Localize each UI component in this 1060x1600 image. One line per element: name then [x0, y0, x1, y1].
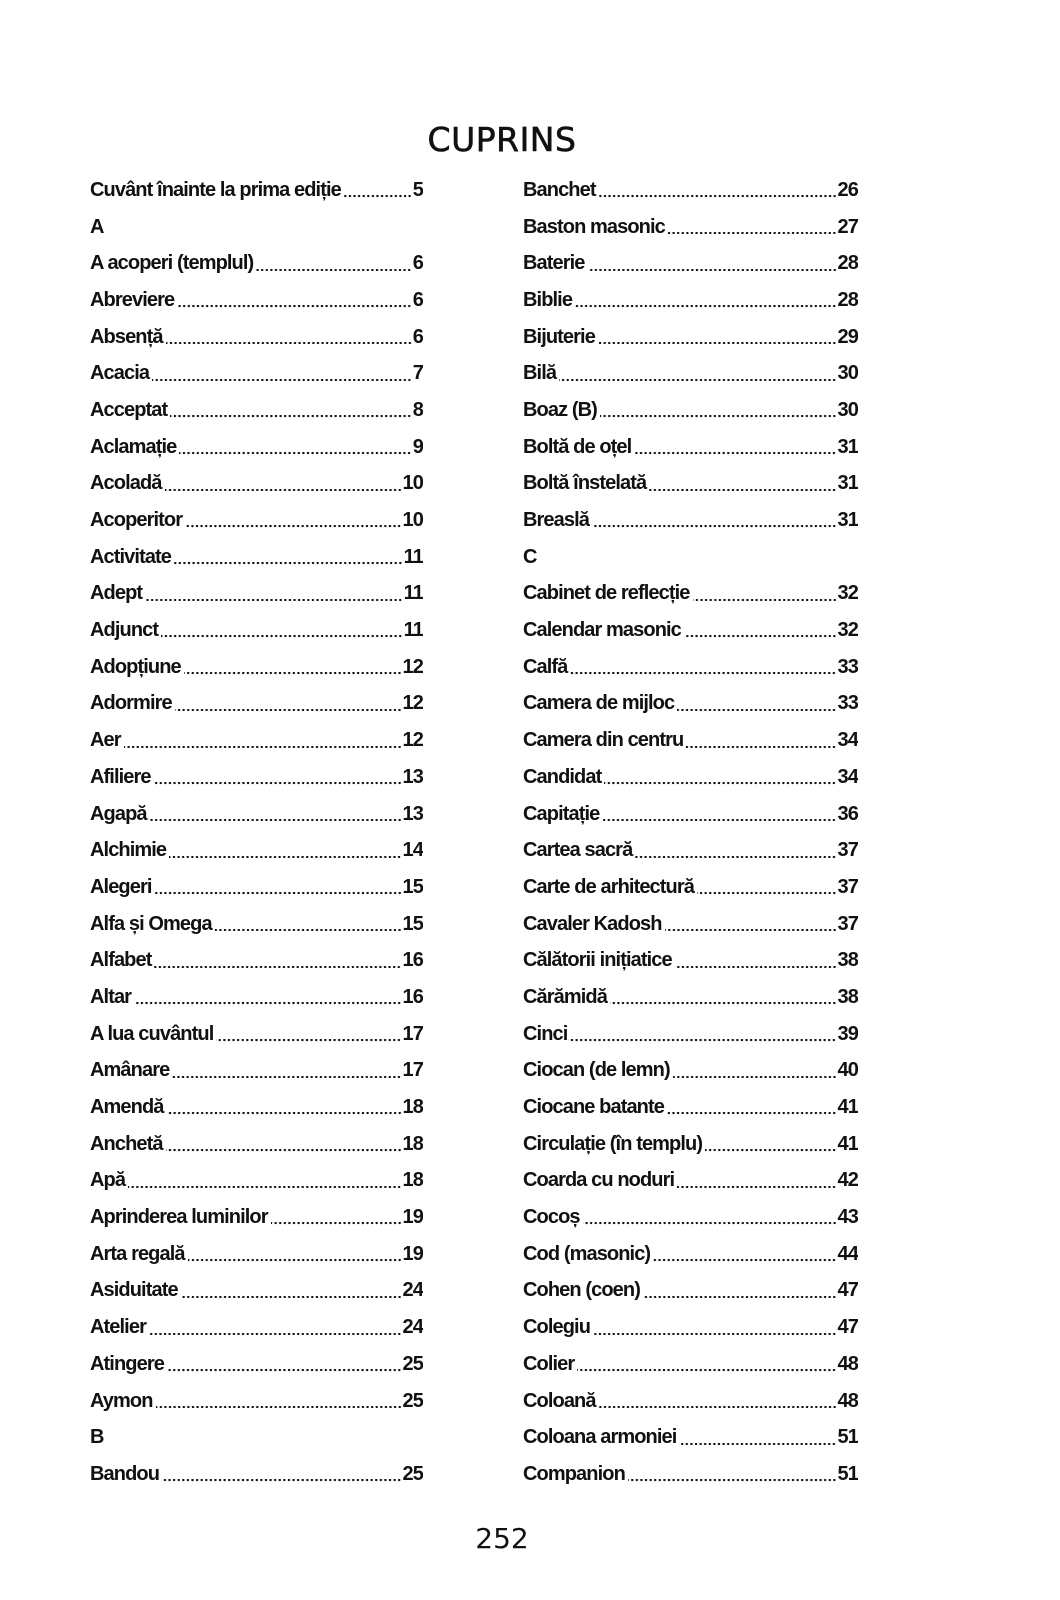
toc-entry-title: Bandou	[90, 1462, 160, 1485]
toc-entry-title: Boaz (B)	[523, 398, 597, 421]
toc-entry-page: 8	[412, 398, 423, 421]
toc-entry[interactable]	[523, 759, 858, 796]
toc-entry[interactable]	[523, 796, 858, 833]
toc-entry[interactable]	[90, 539, 423, 576]
dot-leader	[161, 612, 403, 649]
toc-entry-title: Adopțiune	[90, 655, 181, 678]
toc-entry-title: Acoladă	[90, 472, 162, 495]
toc-entry-page: 13	[402, 802, 423, 825]
dot-leader	[697, 869, 837, 906]
toc-section-letter	[90, 209, 423, 246]
dot-leader	[705, 1126, 836, 1163]
dot-leader	[156, 1383, 402, 1420]
dot-leader	[643, 1273, 837, 1310]
toc-entry-title: Cavaler Kadosh	[523, 912, 662, 935]
dot-leader	[166, 319, 412, 356]
dot-leader	[677, 686, 836, 723]
toc-entry-page: 37	[837, 912, 858, 935]
toc-entry-title: Boltă înstelată	[523, 472, 647, 495]
toc-entry[interactable]	[90, 1236, 423, 1273]
toc-entry[interactable]	[90, 429, 423, 466]
dot-leader	[149, 1309, 402, 1346]
toc-entry[interactable]	[90, 576, 423, 613]
dot-leader	[610, 979, 837, 1016]
toc-entry[interactable]	[523, 1126, 858, 1163]
toc-entry-page: 10	[402, 509, 423, 532]
toc-entry[interactable]	[523, 979, 858, 1016]
toc-entry-page: 6	[412, 252, 423, 275]
toc-entry[interactable]	[523, 392, 858, 429]
toc-entry-page: 25	[402, 1462, 423, 1485]
dot-leader	[184, 649, 402, 686]
toc-entry-page: 38	[837, 985, 858, 1008]
toc-entry-page: 12	[402, 692, 423, 715]
toc-entry-page: 11	[403, 582, 423, 605]
toc-entry[interactable]	[90, 796, 423, 833]
toc-entry-title: Biblie	[523, 288, 573, 311]
toc-entry-page: 41	[837, 1132, 858, 1155]
dot-leader	[128, 1163, 401, 1200]
toc-entry-page: 36	[837, 802, 858, 825]
toc-entry-page: 37	[837, 875, 858, 898]
dot-leader	[181, 1273, 402, 1310]
toc-entry-page: 39	[837, 1022, 858, 1045]
toc-entry[interactable]	[90, 172, 423, 209]
toc-entry-page: 15	[402, 875, 423, 898]
toc-entry-title: Colegiu	[523, 1316, 591, 1339]
toc-entry-title: Baston masonic	[523, 215, 665, 238]
toc-entry-page: 25	[402, 1352, 423, 1375]
toc-entry-page: 31	[837, 509, 858, 532]
toc-entry-title: Aymon	[90, 1389, 153, 1412]
toc-entry-page: 6	[412, 288, 423, 311]
toc-entry[interactable]	[523, 282, 858, 319]
toc-entry-title: A acoperi (templul)	[90, 252, 254, 275]
toc-entry-page: 33	[837, 692, 858, 715]
toc-entry-title: Circulație (în templu)	[523, 1132, 703, 1155]
section-letter-label: A	[90, 215, 104, 238]
toc-entry-page: 28	[837, 252, 858, 275]
toc-entry-page: 17	[402, 1059, 423, 1082]
dot-leader	[583, 1199, 837, 1236]
dot-leader	[677, 1163, 836, 1200]
toc-entry[interactable]	[90, 832, 423, 869]
toc-entry-title: Acacia	[90, 362, 150, 385]
toc-entry-title: Cabinet de reflecție	[523, 582, 690, 605]
toc-entry[interactable]	[90, 1309, 423, 1346]
toc-entry-page: 27	[837, 215, 858, 238]
toc-entry-page: 18	[402, 1169, 423, 1192]
toc-entry[interactable]	[523, 466, 858, 503]
toc-entry[interactable]	[90, 979, 423, 1016]
toc-entry-title: Alchimie	[90, 839, 167, 862]
toc-entry-page: 12	[402, 729, 423, 752]
toc-entry-title: Candidat	[523, 765, 602, 788]
dot-leader	[154, 942, 401, 979]
toc-entry[interactable]	[90, 466, 423, 503]
dot-leader	[570, 1016, 836, 1053]
dot-leader	[167, 1346, 402, 1383]
toc-entry-page: 11	[403, 619, 423, 642]
toc-entry-page: 19	[402, 1206, 423, 1229]
toc-entry-title: Colier	[523, 1352, 575, 1375]
toc-entry-page: 51	[837, 1462, 858, 1485]
toc-entry[interactable]	[523, 832, 858, 869]
dot-leader	[185, 502, 401, 539]
toc-entry-title: A lua cuvântul	[90, 1022, 214, 1045]
toc-entry-page: 12	[402, 655, 423, 678]
toc-entry[interactable]	[523, 502, 858, 539]
toc-entry-title: Bijuterie	[523, 325, 595, 348]
toc-entry-title: Coloana armoniei	[523, 1426, 677, 1449]
toc-entry-title: Apă	[90, 1169, 126, 1192]
toc-entry-page: 18	[402, 1096, 423, 1119]
toc-entry-page: 42	[837, 1169, 858, 1192]
toc-entry-page: 16	[402, 949, 423, 972]
toc-entry-page: 34	[837, 765, 858, 788]
toc-entry-page: 24	[402, 1279, 423, 1302]
toc-entry[interactable]	[523, 429, 858, 466]
toc-entry[interactable]	[90, 1053, 423, 1090]
dot-leader	[599, 1383, 837, 1420]
toc-entry-page: 26	[837, 178, 858, 201]
dot-leader	[604, 759, 836, 796]
toc-entry-page: 7	[412, 362, 423, 385]
toc-entry-title: Absență	[90, 325, 163, 348]
toc-entry[interactable]	[90, 1089, 423, 1126]
dot-leader	[635, 832, 836, 869]
toc-entry-title: Boltă de oțel	[523, 435, 632, 458]
toc-entry[interactable]	[90, 1126, 423, 1163]
toc-entry[interactable]	[90, 1163, 423, 1200]
toc-entry-page: 9	[412, 435, 423, 458]
toc-entry-title: Adjunct	[90, 619, 159, 642]
toc-entry[interactable]	[523, 649, 858, 686]
toc-entry[interactable]	[90, 869, 423, 906]
toc-entry-title: Cuvânt înainte la prima ediție	[90, 178, 341, 201]
toc-entry-page: 28	[837, 288, 858, 311]
toc-entry-title: Companion	[523, 1462, 625, 1485]
toc-entry-title: Arta regală	[90, 1242, 185, 1265]
dot-leader	[668, 209, 837, 246]
toc-entry-title: Amendă	[90, 1096, 164, 1119]
toc-entry-title: Atelier	[90, 1316, 146, 1339]
toc-entry[interactable]	[90, 1199, 423, 1236]
toc-entry-page: 43	[837, 1206, 858, 1229]
toc-entry[interactable]	[90, 319, 423, 356]
toc-entry-page: 16	[402, 985, 423, 1008]
toc-entry-title: Călătorii inițiatice	[523, 949, 672, 972]
toc-entry[interactable]	[90, 942, 423, 979]
toc-entry[interactable]	[90, 1273, 423, 1310]
toc-entry-page: 34	[837, 729, 858, 752]
dot-leader	[124, 722, 402, 759]
toc-entry-title: Alfabet	[90, 949, 152, 972]
toc-entry[interactable]	[523, 612, 858, 649]
toc-entry[interactable]	[523, 172, 858, 209]
dot-leader	[175, 686, 402, 723]
toc-entry[interactable]	[523, 869, 858, 906]
toc-entry-title: Anchetă	[90, 1132, 163, 1155]
toc-entry-title: Cod (masonic)	[523, 1242, 651, 1265]
dot-leader	[570, 649, 836, 686]
toc-entry[interactable]	[90, 649, 423, 686]
toc-entry-page: 25	[402, 1389, 423, 1412]
dot-leader	[172, 1053, 401, 1090]
toc-entry-page: 6	[412, 325, 423, 348]
toc-entry-title: Banchet	[523, 178, 596, 201]
dot-leader	[602, 796, 836, 833]
toc-entry-title: Aer	[90, 729, 121, 752]
toc-entry-title: Afiliere	[90, 765, 151, 788]
toc-entry[interactable]	[523, 209, 858, 246]
toc-entry[interactable]	[523, 355, 858, 392]
dot-leader	[165, 466, 402, 503]
toc-entry[interactable]	[523, 1456, 858, 1493]
toc-entry[interactable]	[523, 1089, 858, 1126]
toc-entry-title: Baterie	[523, 252, 585, 275]
toc-entry[interactable]	[90, 722, 423, 759]
toc-entry-page: 17	[402, 1022, 423, 1045]
toc-entry[interactable]	[90, 1346, 423, 1383]
toc-entry-page: 30	[837, 398, 858, 421]
dot-leader	[628, 1456, 837, 1493]
page-title: CUPRINS	[427, 120, 577, 160]
toc-entry-title: Adormire	[90, 692, 172, 715]
dot-leader	[179, 429, 411, 466]
dot-leader	[188, 1236, 402, 1273]
toc-entry-title: Alegeri	[90, 875, 152, 898]
dot-leader	[588, 245, 837, 282]
toc-entry-page: 13	[402, 765, 423, 788]
dot-leader	[634, 429, 836, 466]
section-letter-label: C	[523, 545, 537, 568]
toc-entry-page: 32	[837, 582, 858, 605]
toc-entry-title: Abreviere	[90, 288, 175, 311]
dot-leader	[152, 355, 412, 392]
toc-entry-title: Calendar masonic	[523, 619, 681, 642]
toc-entry-page: 31	[837, 435, 858, 458]
dot-leader	[693, 576, 837, 613]
toc-entry-title: Carte de arhitectură	[523, 875, 694, 898]
toc-entry-title: Breaslă	[523, 509, 589, 532]
toc-entry-page: 15	[402, 912, 423, 935]
toc-entry-title: Atingere	[90, 1352, 164, 1375]
toc-entry-page: 44	[837, 1242, 858, 1265]
toc-entry[interactable]	[90, 502, 423, 539]
toc-entry-title: Coarda cu noduri	[523, 1169, 675, 1192]
toc-entry-page: 47	[837, 1316, 858, 1339]
toc-entry-page: 51	[837, 1426, 858, 1449]
toc-entry-page: 33	[837, 655, 858, 678]
toc-entry-page: 18	[402, 1132, 423, 1155]
dot-leader	[167, 1089, 402, 1126]
dot-leader	[575, 282, 836, 319]
toc-entry-page: 14	[402, 839, 423, 862]
toc-entry-title: Acceptat	[90, 398, 168, 421]
toc-entry-page: 32	[837, 619, 858, 642]
toc-entry-title: Amânare	[90, 1059, 170, 1082]
dot-leader	[169, 832, 401, 869]
dot-leader	[577, 1346, 836, 1383]
dot-leader	[174, 539, 403, 576]
toc-entry-title: Aprinderea luminilor	[90, 1206, 268, 1229]
toc-entry-page: 48	[837, 1352, 858, 1375]
dot-leader	[649, 466, 836, 503]
toc-entry-title: Asiduitate	[90, 1279, 178, 1302]
toc-entry-title: Capitație	[523, 802, 600, 825]
toc-entry-page: 48	[837, 1389, 858, 1412]
toc-entry[interactable]	[523, 942, 858, 979]
toc-entry-page: 47	[837, 1279, 858, 1302]
toc-entry[interactable]	[523, 686, 858, 723]
toc-entry-title: Activitate	[90, 545, 172, 568]
toc-entry[interactable]	[523, 1199, 858, 1236]
dot-leader	[684, 612, 837, 649]
toc-entry[interactable]	[90, 282, 423, 319]
dot-leader	[665, 906, 837, 943]
toc-entry[interactable]	[90, 612, 423, 649]
toc-entry[interactable]	[90, 392, 423, 429]
toc-entry[interactable]	[523, 576, 858, 613]
toc-entry-title: Coloană	[523, 1389, 596, 1412]
toc-entry-page: 24	[402, 1316, 423, 1339]
toc-entry-page: 31	[837, 472, 858, 495]
toc-entry-title: Cărămidă	[523, 985, 607, 1008]
toc-entry[interactable]	[90, 1456, 423, 1493]
toc-entry-title: Agapă	[90, 802, 147, 825]
toc-entry[interactable]	[523, 906, 858, 943]
toc-entry[interactable]	[523, 1016, 858, 1053]
toc-entry-title: Ciocane batante	[523, 1096, 664, 1119]
toc-entry-title: Camera de mijloc	[523, 692, 675, 715]
toc-section-letter	[523, 539, 858, 576]
dot-leader	[215, 906, 402, 943]
toc-entry-page: 5	[412, 178, 423, 201]
toc-entry-page: 30	[837, 362, 858, 385]
dot-leader	[134, 979, 401, 1016]
dot-leader	[162, 1456, 402, 1493]
dot-leader	[271, 1199, 402, 1236]
toc-entry[interactable]	[523, 1309, 858, 1346]
toc-entry-title: Cocoș	[523, 1206, 580, 1229]
toc-section-letter	[90, 1419, 423, 1456]
toc-entry[interactable]	[523, 1346, 858, 1383]
dot-leader	[155, 869, 402, 906]
toc-entry-title: Aclamație	[90, 435, 177, 458]
toc-entry[interactable]	[90, 906, 423, 943]
toc-entry-page: 38	[837, 949, 858, 972]
dot-leader	[600, 392, 837, 429]
section-letter-label: B	[90, 1426, 104, 1449]
toc-entry-title: Cartea sacră	[523, 839, 633, 862]
dot-leader	[667, 1089, 837, 1126]
toc-entry-title: Cohen (coen)	[523, 1279, 640, 1302]
dot-leader	[673, 1053, 837, 1090]
toc-entry-title: Bilă	[523, 362, 557, 385]
toc-entry[interactable]	[90, 245, 423, 282]
toc-column-right	[523, 172, 858, 1493]
dot-leader	[593, 1309, 837, 1346]
dot-leader	[177, 282, 412, 319]
toc-entry-page: 19	[402, 1242, 423, 1265]
dot-leader	[344, 172, 412, 209]
toc-entry[interactable]	[523, 319, 858, 356]
toc-entry[interactable]	[523, 1163, 858, 1200]
dot-leader	[170, 392, 411, 429]
dot-leader	[592, 502, 837, 539]
toc-entry[interactable]	[523, 1383, 858, 1420]
toc-entry-page: 11	[403, 545, 423, 568]
toc-entry[interactable]	[523, 1236, 858, 1273]
toc-entry[interactable]	[90, 1383, 423, 1420]
dot-leader	[675, 942, 837, 979]
toc-entry-page: 37	[837, 839, 858, 862]
toc-entry-page: 40	[837, 1059, 858, 1082]
toc-entry-title: Alfa și Omega	[90, 912, 212, 935]
dot-leader	[166, 1126, 402, 1163]
dot-leader	[154, 759, 402, 796]
toc-entry-title: Altar	[90, 985, 132, 1008]
dot-leader	[653, 1236, 836, 1273]
toc-entry-title: Adept	[90, 582, 143, 605]
dot-leader	[559, 355, 836, 392]
toc-entry[interactable]	[90, 1016, 423, 1053]
toc-entry[interactable]	[90, 355, 423, 392]
dot-leader	[679, 1419, 836, 1456]
dot-leader	[216, 1016, 401, 1053]
toc-column-left	[90, 172, 423, 1493]
toc-entry[interactable]	[523, 1273, 858, 1310]
dot-leader	[598, 319, 837, 356]
toc-entry-title: Cinci	[523, 1022, 568, 1045]
toc-entry-title: Calfă	[523, 655, 568, 678]
toc-entry-title: Acoperitor	[90, 509, 183, 532]
toc-entry[interactable]	[523, 1419, 858, 1456]
page-number: 252	[475, 1522, 529, 1555]
toc-entry-page: 29	[837, 325, 858, 348]
dot-leader	[256, 245, 411, 282]
dot-leader	[686, 722, 836, 759]
toc-entry[interactable]	[523, 1053, 858, 1090]
toc-entry-title: Ciocan (de lemn)	[523, 1059, 670, 1082]
dot-leader	[150, 796, 402, 833]
toc-entry-page: 10	[402, 472, 423, 495]
toc-entry[interactable]	[90, 759, 423, 796]
toc-entry-title: Camera din centru	[523, 729, 684, 752]
toc-entry[interactable]	[523, 722, 858, 759]
dot-leader	[599, 172, 837, 209]
dot-leader	[145, 576, 402, 613]
toc-entry[interactable]	[523, 245, 858, 282]
toc-entry[interactable]	[90, 686, 423, 723]
toc-entry-page: 41	[837, 1096, 858, 1119]
